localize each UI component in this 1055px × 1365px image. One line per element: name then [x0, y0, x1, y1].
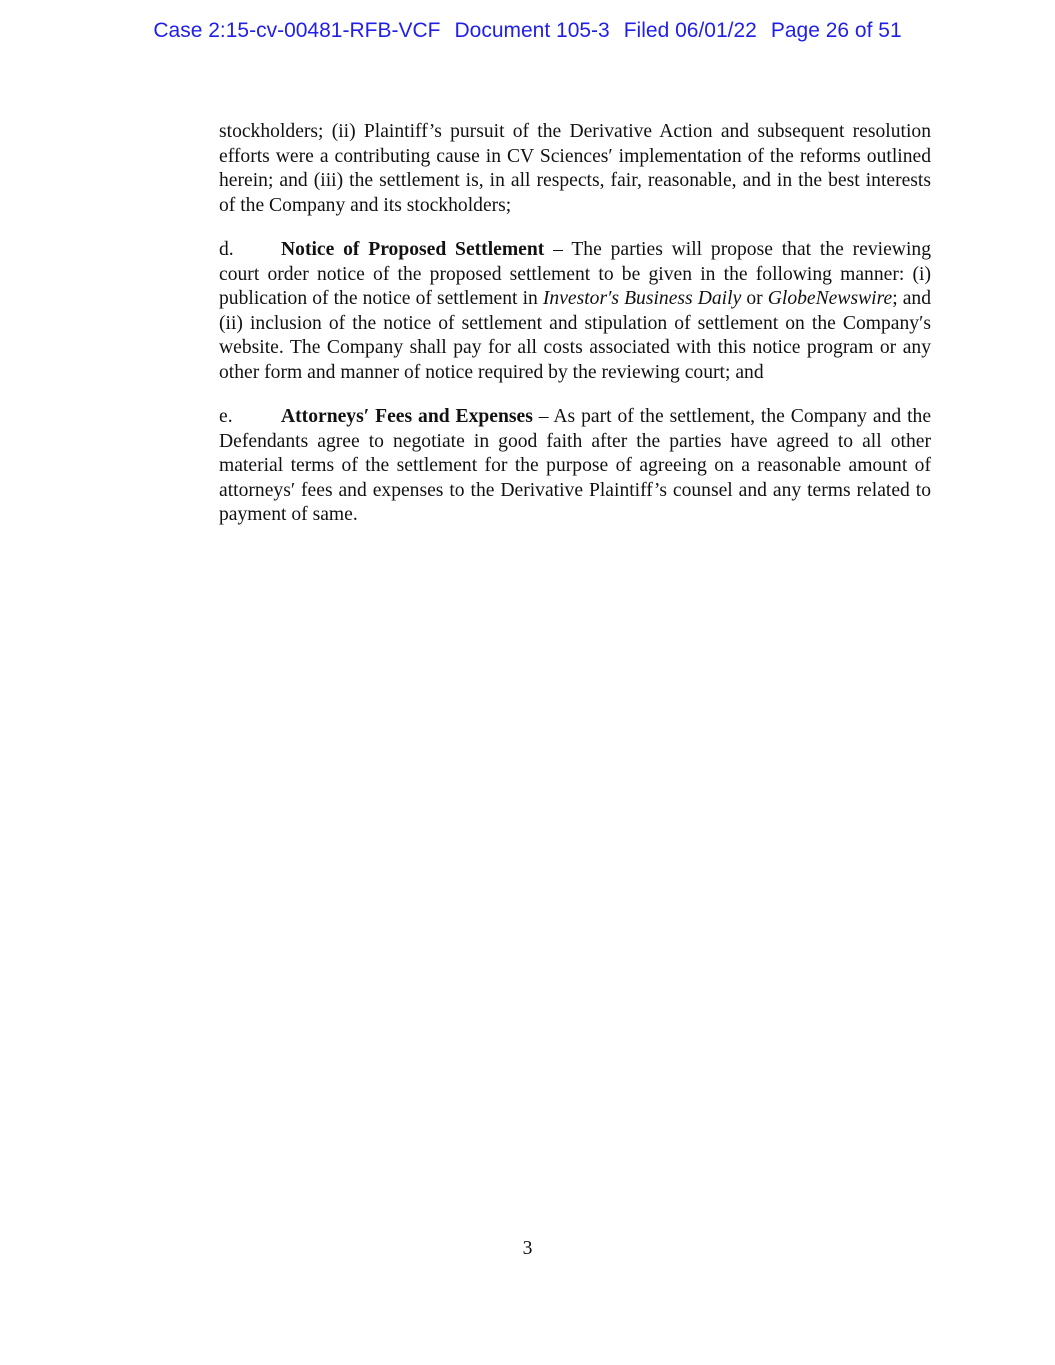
- paragraph-d-publication-2: GlobeNewswire: [767, 288, 893, 309]
- paragraph-d-text-3: ; and (ii) inclusion of the notice of settlement and stipulation of settlement on the Company′s website. The Company shall pay for all costs associated with this notice program or any other form and manner of notice required by the reviewing court; and: [219, 288, 931, 383]
- paragraph-e-heading: Attorneys′ Fees and Expenses: [281, 406, 533, 427]
- document-number: Document 105-3: [454, 19, 610, 42]
- page-number: 3: [522, 1238, 533, 1259]
- document-body: [219, 120, 931, 548]
- continuation-paragraph: stockholders; (ii) Plaintiff’s pursuit of the Derivative Action and subsequent resolution efforts were a contributing cause in CV Sciences′ implementation of the reforms outlined herein; and (iii) the settlement is, in all respects, fair, reasonable, and in the best interests of the Company and its stockholders;: [219, 121, 931, 216]
- paragraph-d-text-2: or: [741, 288, 768, 309]
- paragraph-e: [219, 405, 931, 528]
- paragraph-e-text: As part of the settlement, the Company and the Defendants agree to negotiate in good faith after the parties have agreed to all other material terms of the settlement for the purpose of agreeing on a reasonable amount of attorneys′ fees and expenses to the Derivative Plaintiff’s counsel and any terms related to payment of same.: [219, 406, 932, 525]
- page-count: Page 26 of 51: [770, 19, 902, 42]
- paragraph-d-label: d.: [219, 239, 234, 260]
- paragraph-d-dash: –: [544, 239, 572, 260]
- paragraph-d-heading: Notice of Proposed Settlement: [281, 239, 545, 260]
- court-filing-header: [0, 19, 1055, 43]
- case-number: Case 2:15-cv-00481-RFB-VCF: [153, 19, 441, 42]
- paragraph-d-publication-1: Investor′s Business Daily: [542, 288, 742, 309]
- paragraph-d: [219, 238, 931, 385]
- filed-date: Filed 06/01/22: [623, 19, 757, 42]
- paragraph-e-dash: –: [532, 406, 554, 427]
- paragraph-d-text-1: The parties will propose that the reviewing court order notice of the proposed settlement to be given in the following manner: (i) publication of the notice of settlement in: [219, 239, 931, 309]
- paragraph-e-label: e.: [219, 406, 233, 427]
